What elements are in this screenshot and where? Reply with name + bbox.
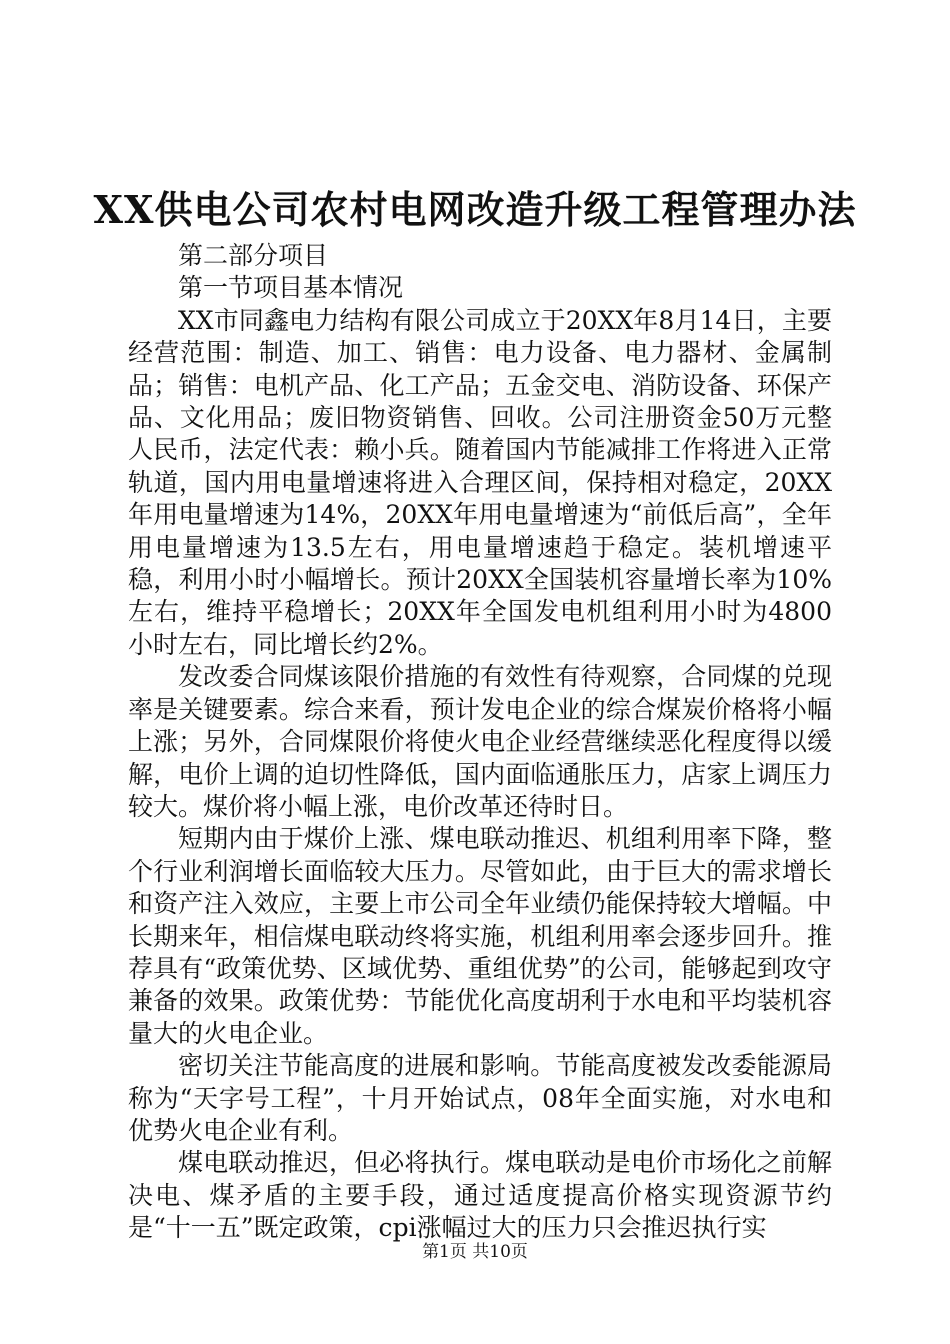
- body-paragraph: 密切关注节能高度的进展和影响。节能高度被发改委能源局称为“天字号工程”，十月开始试点，08年全面实施，对水电和优势火电企业有利。: [128, 1051, 832, 1145]
- subsection-heading: 第一节项目基本情况: [178, 273, 404, 303]
- page-number-footer: 第1页 共10页: [422, 1242, 528, 1262]
- body-paragraph: XX市同鑫电力结构有限公司成立于20XX年8月14日，主要经营范围：制造、加工、销售：电力设备、电力器材、金属制品；销售：电机产品、化工产品；五金交电、消防设备、环保产品、文化用品；废旧物资销售、回收。公司注册资金50万元整人民币，法定代表：赖小兵。随着国内节能减排工作将进入正常轨道，国内用电量增速将进入合理区间，保持相对稳定，20XX年用电量增速为14%，20XX年用电量增速为“前低后高”，全年用电量增速为13.5左右，用电量增速趋于稳定。装机增速平稳，利用小时小幅增长。预计20XX全国装机容量增长率为10%左右，维持平稳增长；20XX年全国发电机组利用小时为4800小时左右，同比增长约2%。: [128, 305, 832, 659]
- section-heading: 第二部分项目: [178, 241, 329, 270]
- body-paragraph: 发改委合同煤该限价措施的有效性有待观察，合同煤的兑现率是关键要素。综合来看，预计发电企业的综合煤炭价格将小幅上涨；另外，合同煤限价将使火电企业经营继续恶化程度得以缓解，电价上调的迫切性降低，国内面临通胀压力，店家上调压力较大。煤价将小幅上涨，电价改革还待时日。: [128, 662, 832, 821]
- document-title: XX供电公司农村电网改造升级工程管理办法: [93, 187, 857, 232]
- body-paragraph: 短期内由于煤价上涨、煤电联动推迟、机组利用率下降，整个行业利润增长面临较大压力。尽管如此，由于巨大的需求增长和资产注入效应，主要上市公司全年业绩仍能保持较大增幅。中长期来年，相信煤电联动终将实施，机组利用率会逐步回升。推荐具有“政策优势、区域优势、重组优势”的公司，能够起到攻守兼备的效果。政策优势：节能优化高度胡利于水电和平均装机容量大的火电企业。: [128, 824, 832, 1048]
- document-body: [128, 240, 832, 1245]
- body-paragraph: 煤电联动推迟，但必将执行。煤电联动是电价市场化之前解决电、煤矛盾的主要手段，通过适度提高价格实现资源节约是“十一五”既定政策，cpi涨幅过大的压力只会推迟执行实: [128, 1148, 832, 1243]
